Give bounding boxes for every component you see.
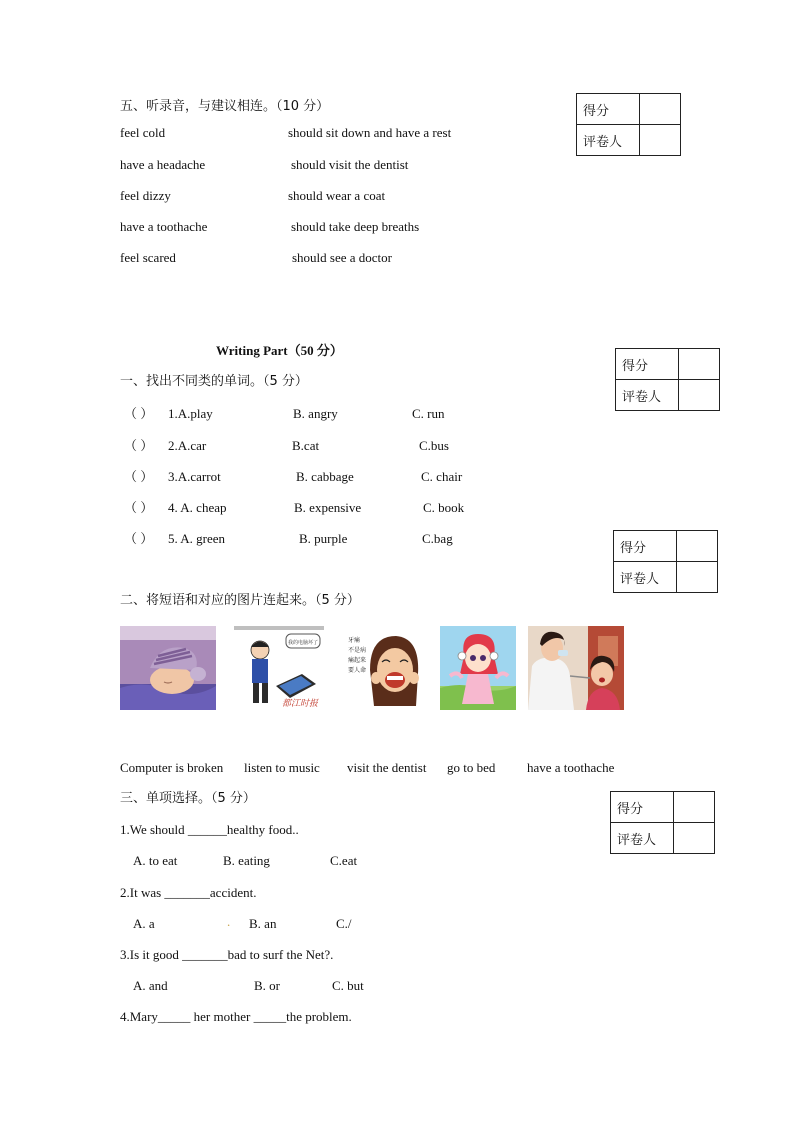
grader-label: 评卷人 <box>616 380 679 411</box>
grader-label: 评卷人 <box>611 823 674 854</box>
match-right-4: should take deep breaths <box>291 219 420 234</box>
answer-blank-1[interactable]: （ ） <box>124 406 154 421</box>
score-cell[interactable] <box>677 531 718 562</box>
poster-text-3: 痛起来 <box>348 658 367 664</box>
grader-cell[interactable] <box>677 562 718 593</box>
grader-label: 评卷人 <box>614 562 677 593</box>
question-4: 4.Mary_____ her mother _____the problem. <box>120 1009 352 1024</box>
speech-text: 我的电脑坏了 <box>288 641 319 646</box>
q1-option-b: B. eating <box>223 853 270 868</box>
section5-title: 五、听录音，与建议相连。（10 分） <box>120 99 330 114</box>
option-b-4: B. expensive <box>294 500 362 515</box>
writing-part-title: Writing Part（50 分） <box>216 343 343 358</box>
visit-the-dentist-picture <box>528 626 624 710</box>
option-a-1: 1.A.play <box>168 406 213 421</box>
option-b-3: B. cabbage <box>296 469 354 484</box>
newspaper-brand: 都江时报 <box>282 698 319 708</box>
q3-option-c: C. but <box>332 978 364 993</box>
option-b-2: B.cat <box>292 438 320 453</box>
score-box <box>576 93 681 156</box>
match-left-2: have a headache <box>120 157 206 172</box>
option-b-5: B. purple <box>299 531 348 546</box>
match-left-1: feel cold <box>120 125 166 140</box>
score-label: 得分 <box>611 792 674 823</box>
option-a-2: 2.A.car <box>168 438 207 453</box>
q3-option-b: B. or <box>254 978 280 993</box>
grader-cell[interactable] <box>640 125 681 156</box>
listen-to-music-picture <box>440 626 516 710</box>
stray-dot: . <box>227 914 231 929</box>
option-a-3: 3.A.carrot <box>168 469 221 484</box>
grader-label: 评卷人 <box>577 125 640 156</box>
poster-text-4: 要人命 <box>348 668 367 674</box>
match-right-5: should see a doctor <box>292 250 393 265</box>
grader-cell[interactable] <box>674 823 715 854</box>
score-box <box>615 348 720 411</box>
toothache-picture <box>346 626 422 710</box>
match-right-1: should sit down and have a rest <box>288 125 452 140</box>
match-right-2: should visit the dentist <box>291 157 409 172</box>
answer-blank-3[interactable]: （ ） <box>124 469 154 484</box>
option-c-4: C. book <box>423 500 465 515</box>
answer-blank-5[interactable]: （ ） <box>124 531 154 546</box>
option-c-5: C.bag <box>422 531 453 546</box>
question-3: 3.Is it good _______bad to surf the Net?. <box>120 947 334 962</box>
option-b-1: B. angry <box>293 406 338 421</box>
match-left-5: feel scared <box>120 250 176 265</box>
part1-title: 一、找出不同类的单词。（5 分） <box>120 374 308 389</box>
broken-computer-picture <box>234 626 324 710</box>
score-box <box>613 530 718 593</box>
score-label: 得分 <box>614 531 677 562</box>
poster-text-1: 牙痛 <box>348 638 361 644</box>
score-label: 得分 <box>616 349 679 380</box>
match-left-4: have a toothache <box>120 219 208 234</box>
option-c-1: C. run <box>412 406 445 421</box>
q3-option-a: A. and <box>133 978 168 993</box>
phrase-5: have a toothache <box>527 760 615 775</box>
phrase-3: visit the dentist <box>347 760 427 775</box>
q1-option-c: C.eat <box>330 853 358 868</box>
phrase-4: go to bed <box>447 760 496 775</box>
sleeping-baby-picture <box>120 626 216 710</box>
score-cell[interactable] <box>674 792 715 823</box>
part3-title: 三、单项选择。（5 分） <box>120 791 256 806</box>
q2-option-a: A. a <box>133 916 155 931</box>
option-a-5: 5. A. green <box>168 531 226 546</box>
question-2: 2.It was _______accident. <box>120 885 257 900</box>
phrase-2: listen to music <box>244 760 320 775</box>
match-left-3: feel dizzy <box>120 188 171 203</box>
q2-option-c: C./ <box>336 916 352 931</box>
grader-cell[interactable] <box>679 380 720 411</box>
answer-blank-4[interactable]: （ ） <box>124 500 154 515</box>
part2-title: 二、将短语和对应的图片连起来。（5 分） <box>120 593 360 608</box>
option-a-4: 4. A. cheap <box>168 500 227 515</box>
match-right-3: should wear a coat <box>288 188 386 203</box>
option-c-2: C.bus <box>419 438 449 453</box>
question-1: 1.We should ______healthy food.. <box>120 822 299 837</box>
phrase-1: Computer is broken <box>120 760 224 775</box>
score-box <box>610 791 715 854</box>
score-cell[interactable] <box>640 94 681 125</box>
score-cell[interactable] <box>679 349 720 380</box>
option-c-3: C. chair <box>421 469 463 484</box>
q1-option-a: A. to eat <box>133 853 178 868</box>
answer-blank-2[interactable]: （ ） <box>124 438 154 453</box>
poster-text-2: 不是病 <box>348 648 367 654</box>
q2-option-b: B. an <box>249 916 277 931</box>
score-label: 得分 <box>577 94 640 125</box>
